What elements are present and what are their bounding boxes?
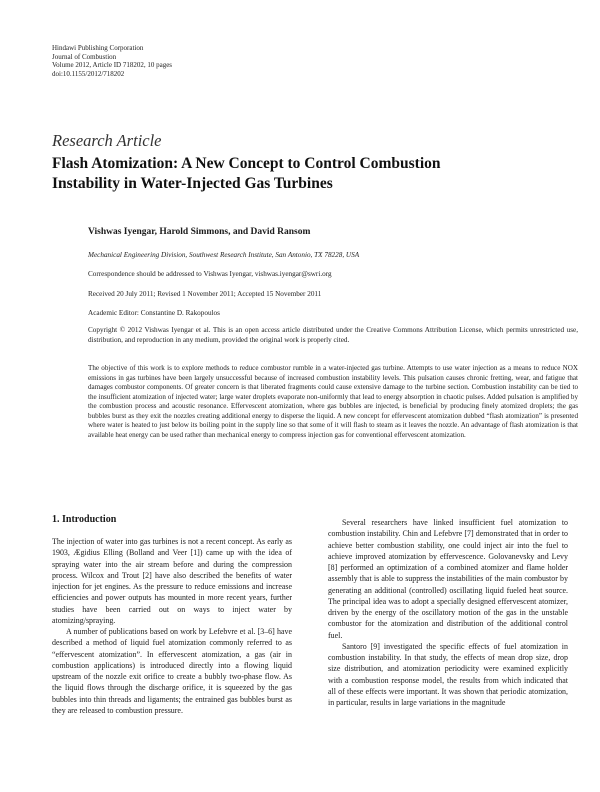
received-dates: Received 20 July 2011; Revised 1 November 2011; Accepted 15 November 2011 bbox=[88, 290, 322, 298]
correspondence-note: Correspondence should be addressed to Vishwas Iyengar, vishwas.iyengar@swri.org bbox=[88, 270, 332, 278]
academic-editor: Academic Editor: Constantine D. Rakopoulos bbox=[88, 309, 220, 317]
copyright-notice: Copyright © 2012 Vishwas Iyengar et al. This is an open access article distributed under the Creative Commons Attribution License, which permits unrestricted use, distribution, and reproduction in any medium, provided the original work is properly cited. bbox=[88, 326, 578, 344]
journal-header bbox=[52, 44, 352, 78]
paragraph: Santoro [9] investigated the specific effects of fuel atomization in combustion instability. In that study, the effects of mean drop size, drop size distribution, and atomization periodicity were examined explicitly with a combustion response model, the results from which indicated that all of these effects were important. It was shown that periodic atomization, in particular, results in large variations in the magnitude bbox=[328, 641, 568, 707]
section-heading: 1. Introduction bbox=[52, 514, 117, 525]
title-line-2: Instability in Water-Injected Gas Turbines bbox=[52, 175, 333, 192]
paragraph: Several researchers have linked insufficient fuel atomization to combustion instability. Chin and Lefebvre [7] demonstrated that in order to achieve better combustion stability, one could inject air into the fuel to achieve improved atomization by effervescence. Golovanevsky and Levy [8] performed an optimization of a combined atomizer and flame holder assembly that is able to suppress the instabilities of the main combustor by generating an additional (controlled) oscillating liquid fueled heat source. The principal idea was to adopt a specially designed effervescent atomizer, driven by the energy of the oscillatory motion of the gas in the unstable combustor for the atomization and distribution of the additional control fuel. bbox=[328, 518, 568, 640]
publisher-line: Hindawi Publishing Corporation bbox=[52, 44, 144, 52]
body-column-right bbox=[328, 517, 568, 708]
abstract: The objective of this work is to explore methods to reduce combustor rumble in a water-injected gas turbine. Attempts to use water injection as a means to reduce NOX emissions in gas turbines have been largely unsuccessful because of increased combustion instability levels. This pulsation causes chronic fretting, wear, and fatigue that damages combustor components. Of greater concern is that liberated fragments could cause extensive damage to the turbine section. Combustion instability can be tied to the insufficient atomization of injected water; large water droplets evaporate non-uniformly that lead to energy absorption in chaotic pulses. Added pulsation is amplified by the combustion process and acoustic resonance. Effervescent atomization, where gas bubbles are injected, is beneficial by producing finely atomized droplets; the gas bubbles burst as they exit the nozzles creating additional energy to disperse the liquid. A new concept for effervescent atomization dubbed “flash atomization” is presented where water is heated to just below its boiling point in the supply line so that some of it will flash to steam as it leaves the nozzle. An advantage of flash atomization is that available heat energy can be used rather than mechanical energy to compress injection gas for conventional effervescent atomization. bbox=[88, 364, 578, 439]
body-column-left bbox=[52, 536, 292, 716]
title-line-1: Flash Atomization: A New Concept to Control Combustion bbox=[52, 155, 441, 172]
paragraph: A number of publications based on work by Lefebvre et al. [3–6] have described a method of liquid fuel atomization commonly referred to as “effervescent atomization”. In effervescent atomization, a gas (air in combustion applications) is introduced directly into a flowing liquid upstream of the nozzle exit orifice to create a bubbly two-phase flow. As the liquid flows through the discharge orifice, it is squeezed by the gas bubbles into thin threads and ligaments; the entrained gas bubbles burst as they are released to combustion pressure. bbox=[52, 627, 292, 715]
journal-name: Journal of Combustion bbox=[52, 52, 117, 61]
paragraph: The injection of water into gas turbines is not a recent concept. As early as 1903, Ægidius Elling (Bolland and Veer [1]) came up with the idea of spraying water into the air stream before and during the compression process. Wilcox and Trout [2] have also described the benefits of water injection for jet engines. As the pressure to reduce emissions and increase efficiencies and power outputs has mounted in more recent years, further studies have been carried out on ways to inject water by atomizing/spraying. bbox=[52, 537, 292, 625]
doi-line: doi:10.1155/2012/718202 bbox=[52, 69, 125, 78]
volume-line: Volume 2012, Article ID 718202, 10 pages bbox=[52, 61, 173, 70]
author-list: Vishwas Iyengar, Harold Simmons, and David Ransom bbox=[88, 227, 311, 237]
affiliation: Mechanical Engineering Division, Southwest Research Institute, San Antonio, TX 78228, USA bbox=[88, 251, 360, 259]
article-type: Research Article bbox=[52, 131, 162, 150]
paper-title bbox=[52, 154, 572, 194]
